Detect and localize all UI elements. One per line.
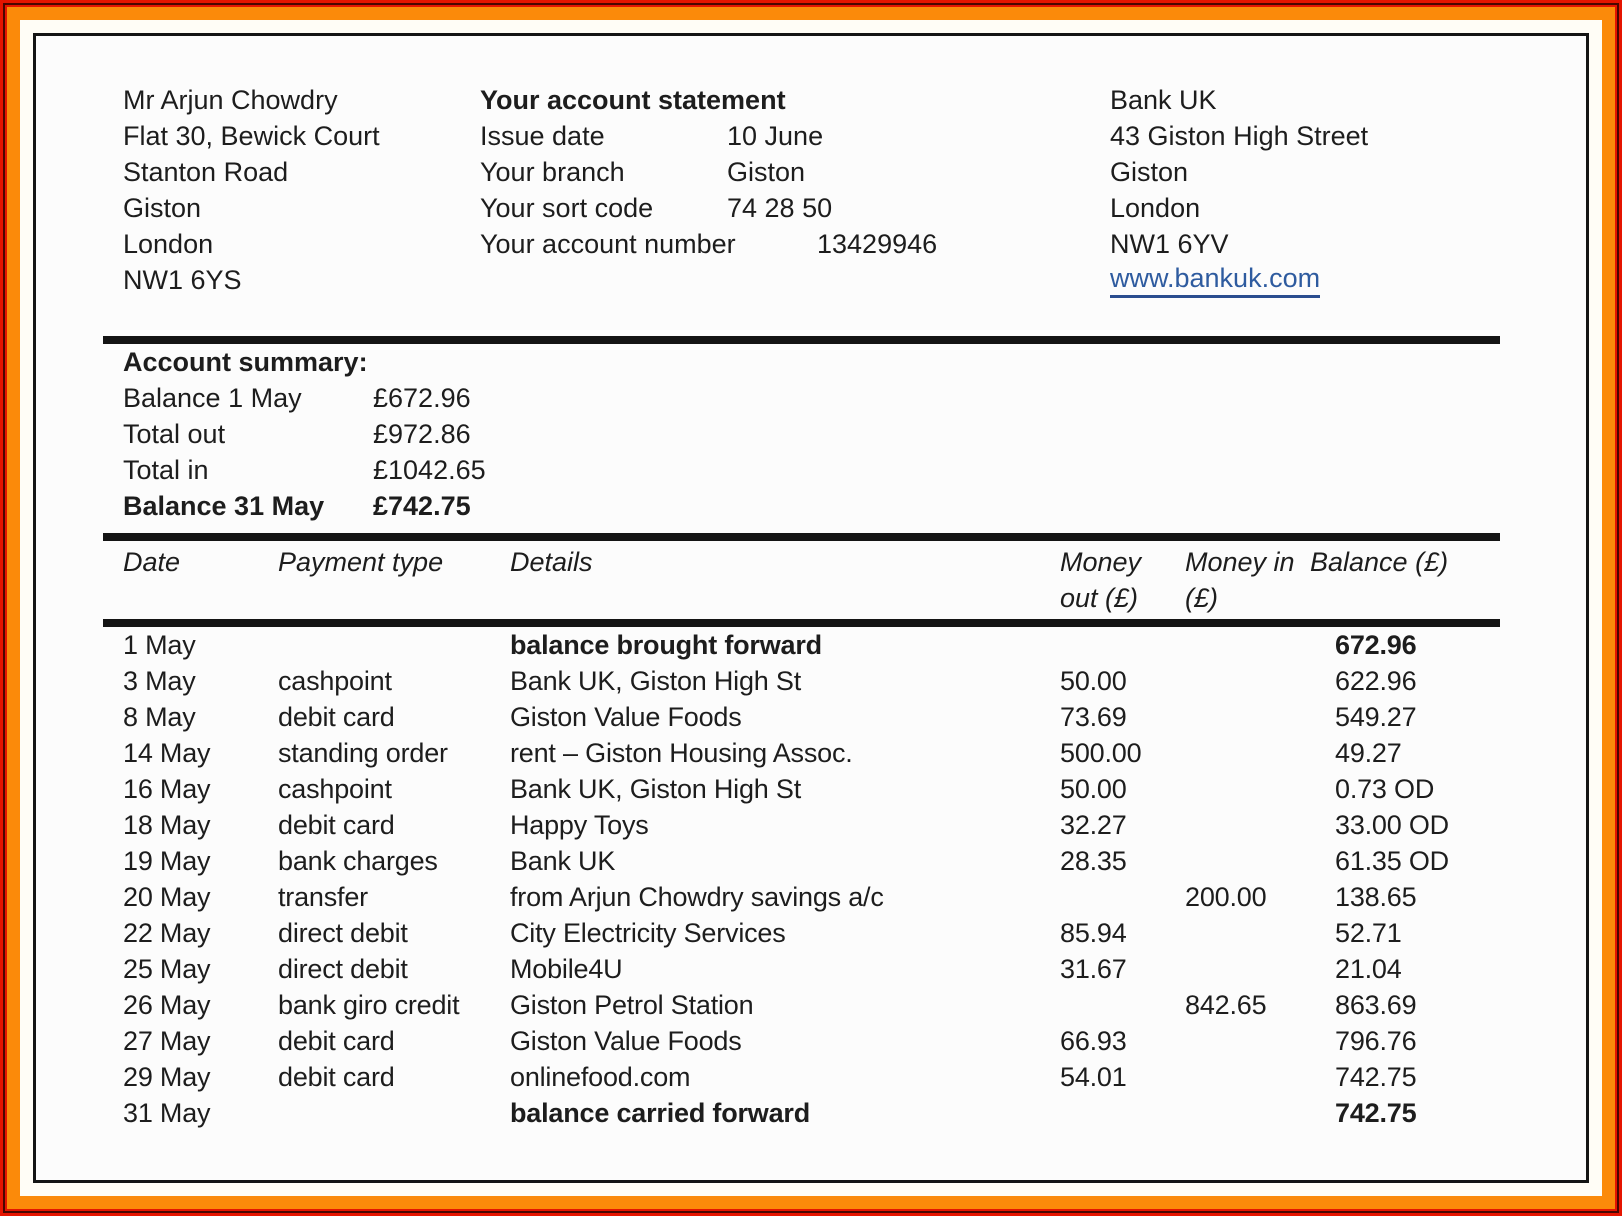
txn-balance: 61.35 OD — [1335, 846, 1449, 876]
txn-money-in — [1167, 627, 1310, 663]
account-summary-body — [123, 344, 1500, 533]
txn-date: 8 May — [123, 702, 196, 732]
txn-money-in — [1167, 1059, 1310, 1095]
summary-value: £972.86 — [373, 419, 471, 449]
txn-date: 3 May — [123, 666, 196, 696]
txn-date: 18 May — [123, 810, 211, 840]
statement-field-row — [480, 154, 1110, 190]
txn-date: 26 May — [123, 990, 211, 1020]
txn-details: rent – Giston Housing Assoc. — [510, 738, 853, 768]
summary-label: Balance 1 May — [123, 383, 302, 413]
txn-payment-type: standing order — [278, 738, 448, 768]
txn-balance: 742.75 — [1335, 1062, 1417, 1092]
txn-money-in — [1167, 843, 1310, 879]
txn-date: 25 May — [123, 954, 211, 984]
statement-header — [123, 82, 1500, 298]
txn-balance: 138.65 — [1335, 882, 1417, 912]
statement-field-row — [480, 226, 1110, 262]
bank-address-line: Giston — [1110, 157, 1189, 187]
txn-money-in — [1167, 663, 1310, 699]
statement-field-label: Your branch — [480, 157, 625, 187]
summary-label: Total out — [123, 419, 226, 449]
summary-value: £672.96 — [373, 383, 471, 413]
txn-money-out: 66.93 — [1060, 1026, 1127, 1056]
txn-money-out: 50.00 — [1060, 666, 1127, 696]
customer-address-line: Stanton Road — [123, 157, 289, 187]
txn-money-out — [1060, 879, 1167, 915]
customer-address-line: London — [123, 229, 214, 259]
txn-date: 29 May — [123, 1062, 211, 1092]
txn-money-out: 28.35 — [1060, 846, 1127, 876]
frame-dark-red — [3, 3, 1619, 1213]
col-header-money-in: Money in (£) — [1185, 547, 1295, 613]
col-header-payment: Payment type — [278, 547, 444, 577]
txn-details: Giston Petrol Station — [510, 990, 754, 1020]
statement-field-value: 74 28 50 — [727, 193, 833, 223]
txn-date: 22 May — [123, 918, 211, 948]
txn-money-in — [1167, 771, 1310, 807]
summary-row — [123, 488, 1500, 524]
txn-money-in — [1167, 915, 1310, 951]
txn-money-in: 200.00 — [1185, 882, 1267, 912]
txn-payment-type: direct debit — [278, 918, 408, 948]
txn-date: 20 May — [123, 882, 211, 912]
txn-balance: 49.27 — [1335, 738, 1402, 768]
txn-money-in — [1167, 807, 1310, 843]
customer-address-line: NW1 6YS — [123, 265, 242, 295]
txn-details: Bank UK, Giston High St — [510, 666, 802, 696]
txn-payment-type: direct debit — [278, 954, 408, 984]
txn-balance: 52.71 — [1335, 918, 1402, 948]
statement-field-label: Your account number — [480, 229, 736, 259]
txn-payment-type: debit card — [278, 702, 395, 732]
txn-date: 27 May — [123, 1026, 211, 1056]
bank-address-line: NW1 6YV — [1110, 229, 1229, 259]
transactions-header-row — [103, 541, 1500, 619]
txn-balance: 0.73 OD — [1335, 774, 1435, 804]
txn-date: 19 May — [123, 846, 211, 876]
txn-money-in — [1167, 951, 1310, 987]
txn-money-out — [1060, 987, 1167, 1023]
customer-address-line: Giston — [123, 193, 202, 223]
txn-money-out — [1060, 627, 1167, 663]
bank-address-lines — [1110, 118, 1500, 262]
account-summary-title: Account summary: — [123, 347, 368, 377]
customer-address-block — [123, 82, 480, 298]
summary-label: Balance 31 May — [123, 491, 325, 521]
account-summary-section — [103, 336, 1500, 533]
txn-details: City Electricity Services — [510, 918, 786, 948]
statement-title: Your account statement — [480, 85, 786, 115]
txn-date: 31 May — [123, 1098, 211, 1128]
bank-address-line: London — [1110, 193, 1201, 223]
txn-money-in — [1167, 735, 1310, 771]
txn-money-in — [1167, 1095, 1310, 1131]
txn-payment-type: cashpoint — [278, 774, 392, 804]
statement-field-value: 13429946 — [817, 229, 938, 259]
txn-money-out: 73.69 — [1060, 702, 1127, 732]
txn-money-in — [1167, 699, 1310, 735]
customer-address-lines — [123, 118, 480, 298]
txn-balance: 21.04 — [1335, 954, 1402, 984]
statement-field-row — [480, 190, 1110, 226]
statement-field-label: Issue date — [480, 121, 605, 151]
bank-address-line: 43 Giston High Street — [1110, 121, 1369, 151]
txn-details: Happy Toys — [510, 810, 649, 840]
statement-field-value: Giston — [727, 157, 806, 187]
txn-balance: 796.76 — [1335, 1026, 1417, 1056]
txn-details: onlinefood.com — [510, 1062, 691, 1092]
txn-details: Bank UK, Giston High St — [510, 774, 802, 804]
bank-address-block — [1110, 82, 1500, 298]
statement-field-label: Your sort code — [480, 193, 654, 223]
summary-rows — [123, 380, 1500, 524]
txn-payment-type: debit card — [278, 1026, 395, 1056]
txn-details: Bank UK — [510, 846, 616, 876]
bank-statement-document — [33, 33, 1589, 1183]
col-header-date: Date — [123, 547, 181, 577]
txn-balance: 33.00 OD — [1335, 810, 1449, 840]
txn-money-out: 50.00 — [1060, 774, 1127, 804]
col-header-balance: Balance (£) — [1310, 547, 1449, 577]
txn-balance: 742.75 — [1335, 1098, 1417, 1128]
statement-fields — [480, 118, 1110, 262]
divider-rule-table-top — [103, 533, 1500, 541]
customer-name: Mr Arjun Chowdry — [123, 85, 338, 115]
txn-payment-type — [278, 1095, 510, 1131]
txn-details: balance carried forward — [510, 1098, 811, 1128]
txn-balance: 672.96 — [1335, 630, 1417, 660]
txn-date: 14 May — [123, 738, 211, 768]
statement-field-row — [480, 118, 1110, 154]
txn-details: balance brought forward — [510, 630, 822, 660]
txn-money-out: 500.00 — [1060, 738, 1142, 768]
txn-balance: 863.69 — [1335, 990, 1417, 1020]
statement-info-block — [480, 82, 1110, 298]
txn-date: 1 May — [123, 630, 196, 660]
txn-money-out: 31.67 — [1060, 954, 1127, 984]
col-header-money-out: Money out (£) — [1060, 547, 1142, 613]
txn-details: Giston Value Foods — [510, 702, 742, 732]
col-header-details: Details — [510, 547, 593, 577]
txn-details: Giston Value Foods — [510, 1026, 742, 1056]
transactions-section — [103, 533, 1500, 1131]
txn-details: from Arjun Chowdry savings a/c — [510, 882, 884, 912]
txn-date: 16 May — [123, 774, 211, 804]
summary-row — [123, 452, 1500, 488]
summary-row — [123, 380, 1500, 416]
txn-payment-type: bank giro credit — [278, 990, 460, 1020]
txn-payment-type: transfer — [278, 882, 368, 912]
summary-value: £742.75 — [373, 491, 471, 521]
divider-rule-top — [103, 336, 1500, 344]
summary-value: £1042.65 — [373, 455, 486, 485]
txn-money-in: 842.65 — [1185, 990, 1267, 1020]
txn-payment-type: cashpoint — [278, 666, 392, 696]
divider-rule-header-bottom — [103, 619, 1500, 627]
transactions-body — [103, 627, 1500, 1131]
txn-money-out: 54.01 — [1060, 1062, 1127, 1092]
summary-label: Total in — [123, 455, 209, 485]
txn-balance: 622.96 — [1335, 666, 1417, 696]
txn-money-in — [1167, 1023, 1310, 1059]
txn-payment-type: bank charges — [278, 846, 438, 876]
txn-payment-type: debit card — [278, 810, 395, 840]
summary-row — [123, 416, 1500, 452]
customer-address-line: Flat 30, Bewick Court — [123, 121, 380, 151]
txn-money-out: 32.27 — [1060, 810, 1127, 840]
statement-field-value: 10 June — [727, 121, 824, 151]
txn-details: Mobile4U — [510, 954, 623, 984]
txn-money-out — [1060, 1095, 1167, 1131]
txn-payment-type: debit card — [278, 1062, 395, 1092]
txn-payment-type — [278, 627, 510, 663]
txn-money-out: 85.94 — [1060, 918, 1127, 948]
bank-website-link[interactable]: www.bankuk.com — [1110, 262, 1320, 298]
frame-orange — [7, 7, 1615, 1209]
bank-name: Bank UK — [1110, 85, 1217, 115]
txn-balance: 549.27 — [1335, 702, 1417, 732]
